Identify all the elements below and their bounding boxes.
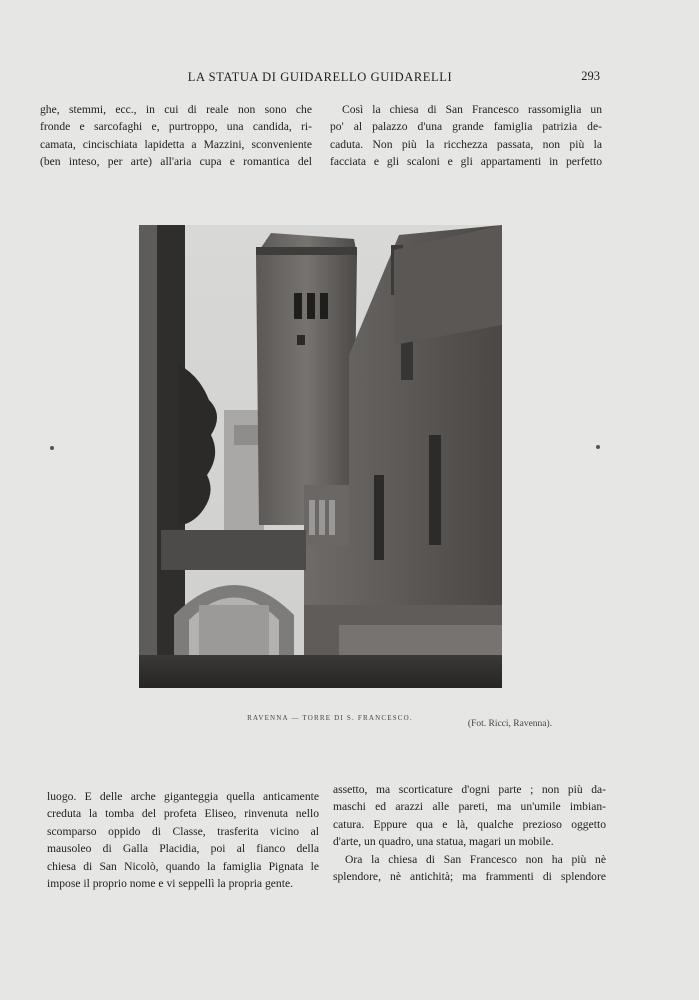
running-title: LA STATUA DI GUIDARELLO GUIDARELLI	[187, 70, 453, 84]
text-column-top-right	[330, 101, 602, 171]
text-line: (ben inteso, per arte) all'aria cupa e romantica del	[40, 155, 312, 169]
text-line: chiesa di San Nicolò, quando la famiglia Pignata le	[47, 859, 319, 873]
text-line: maschi ed arazzi alle pareti, ma un'umile imbian-	[333, 800, 606, 814]
text-line: mausoleo di Galla Placidia, poi al fianco della	[47, 842, 319, 856]
photograph-torre-san-francesco	[139, 225, 502, 688]
figure-caption: RAVENNA — TORRE DI S. FRANCESCO.	[247, 714, 413, 722]
text-line: camata, cincischiata lapidetta a Mazzini, sconveniente	[40, 137, 312, 151]
text-line: fronde e sarcofaghi e, purtroppo, una candida, ri-	[40, 120, 312, 134]
text-line: caduta. Non più la ricchezza passata, non più la	[330, 137, 602, 151]
text-line: luogo. E delle arche giganteggia quella anticamente	[47, 790, 319, 803]
text-line: Ora la chiesa di San Francesco non ha più nè	[345, 852, 606, 866]
photo-illustration	[139, 225, 502, 688]
text-column-bottom-left	[47, 788, 319, 892]
text-line: d'arte, un quadro, una statua, magari un mobile.	[333, 835, 554, 849]
text-line: splendore, nè antichità; ma frammenti di splendore	[333, 870, 606, 884]
text-column-top-left	[40, 101, 312, 171]
text-line: catura. Eppure qua e là, qualche prezioso oggetto	[333, 817, 606, 831]
text-line: facciata e gli scaloni e gli appartamenti in perfetto	[330, 155, 602, 169]
text-line: scomparso oppido di Classe, trasferita vicino al	[47, 824, 319, 838]
text-line: ghe, stemmi, ecc., in cui di reale non sono che	[40, 103, 312, 116]
text-line: creduta la tomba del profeta Eliseo, rinvenuta nello	[47, 807, 319, 821]
text-line: assetto, ma scorticature d'ogni parte ; non più da-	[333, 783, 606, 796]
paper-speck	[596, 445, 600, 449]
paper-speck	[50, 446, 54, 450]
text-line: po' al palazzo d'una grande famiglia patrizia de-	[330, 120, 602, 134]
photo-credit: (Fot. Ricci, Ravenna).	[467, 719, 553, 729]
text-line: Così la chiesa di San Francesco rassomiglia un	[342, 103, 602, 116]
text-line: impose il proprio nome e vi seppellì la propria gente.	[47, 877, 293, 891]
page-number: 293	[581, 69, 600, 83]
text-column-bottom-right	[333, 781, 606, 885]
